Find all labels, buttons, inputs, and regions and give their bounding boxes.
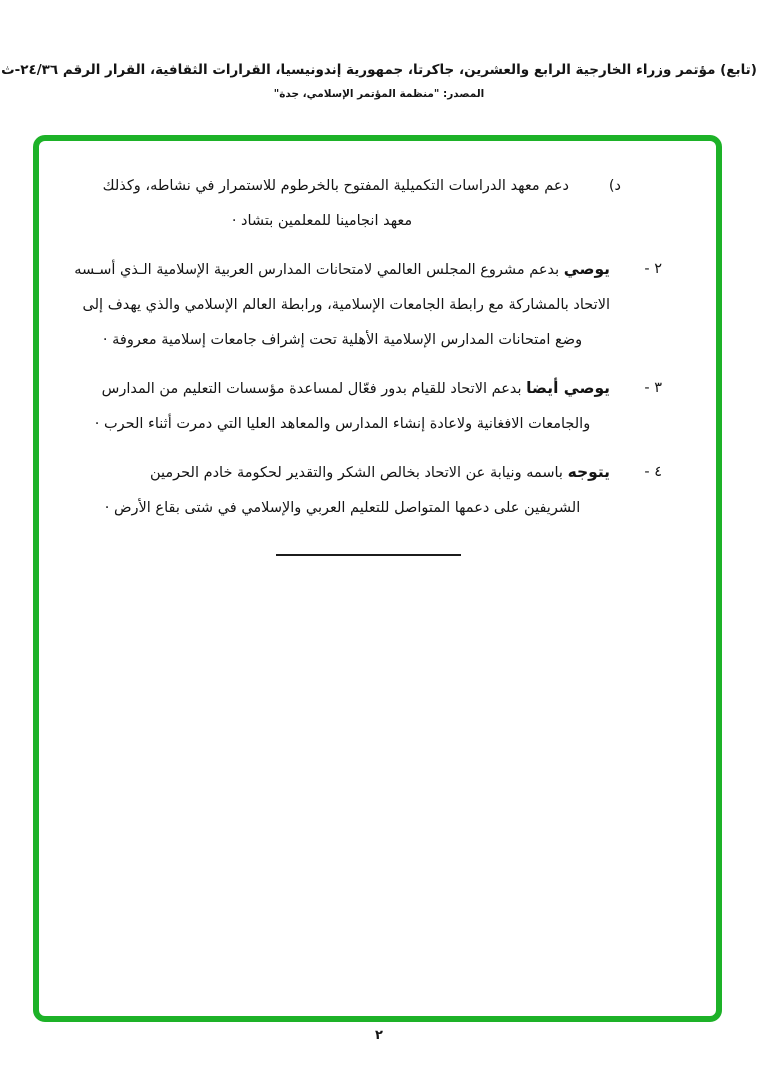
clause-3 xyxy=(75,371,662,442)
clause-2-line-3: وضع امتحانات المدارس الإسلامية الأهلية تحت إشراف جامعات إسلامية معروفة · xyxy=(102,332,583,348)
clause-4-line-1-rest: باسمه ونيابة عن الاتحاد بخالص الشكر والتقدير لحكومة خادم الحرمين xyxy=(150,465,568,481)
clause-2-line-2: الاتحاد بالمشاركة مع رابطة الجامعات الإسلامية، ورابطة العالم الإسلامي والذي يهدف إلى xyxy=(82,297,610,313)
header-source-line: المصدر: "منظمة المؤتمر الإسلامي، جدة" xyxy=(273,88,485,100)
decision-frame-border xyxy=(33,135,722,1022)
clause-3-marker: ٣ - xyxy=(644,380,662,396)
clause-2-text xyxy=(75,252,610,358)
clause-d-line-1: دعم معهد الدراسات التكميلية المفتوح بالخرطوم للاستمرار في نشاطه، وكذلك xyxy=(102,178,569,194)
clause-3-line-1 xyxy=(75,371,610,407)
clause-d-line-2: معهد انجامينا للمعلمين بتشاد · xyxy=(231,213,413,229)
clause-2-marker: ٢ - xyxy=(644,261,662,277)
clause-4-marker: ٤ - xyxy=(644,464,662,480)
decision-frame-content xyxy=(39,141,716,1016)
clause-4 xyxy=(75,455,662,526)
clause-2-line-1-rest: بدعم مشروع المجلس العالمي لامتحانات المدارس العربية الإسلامية الـذي أسـسه xyxy=(74,262,564,278)
clause-2-line-1 xyxy=(75,252,610,288)
clause-d xyxy=(75,169,621,239)
clause-4-line-1 xyxy=(75,455,610,491)
clause-3-lead-word: يوصي أيضا xyxy=(526,379,610,397)
clause-3-line-2: والجامعات الافغانية ولاعادة إنشاء المدارس والمعاهد العليا التي دمرت أثناء الحرب · xyxy=(94,416,591,432)
page-number: ٢ xyxy=(375,1028,383,1043)
document-header xyxy=(0,62,758,100)
clause-2-lead-word: يوصي xyxy=(563,260,610,278)
end-of-text-divider xyxy=(276,554,461,556)
clause-4-lead-word: يتوجه xyxy=(567,463,610,481)
clause-d-marker: د) xyxy=(608,178,621,194)
clause-2 xyxy=(75,252,662,358)
clause-3-line-1-rest: بدعم الاتحاد للقيام بدور فعّال لمساعدة مؤسسات التعليم من المدارس xyxy=(101,381,527,397)
clause-d-text xyxy=(75,169,569,239)
clause-4-line-2: الشريفين على دعمها المتواصل للتعليم العربي والإسلامي في شتى بقاع الأرض · xyxy=(104,500,581,516)
clause-3-text xyxy=(75,371,610,442)
header-title-line: (تابع) مؤتمر وزراء الخارجية الرابع والعشرين، جاكرتا، جمهورية إندونيسيا، القرارات الثقافية، القرار الرقم ٢٤/٣٦-ث xyxy=(1,62,757,78)
clause-4-text xyxy=(75,455,610,526)
